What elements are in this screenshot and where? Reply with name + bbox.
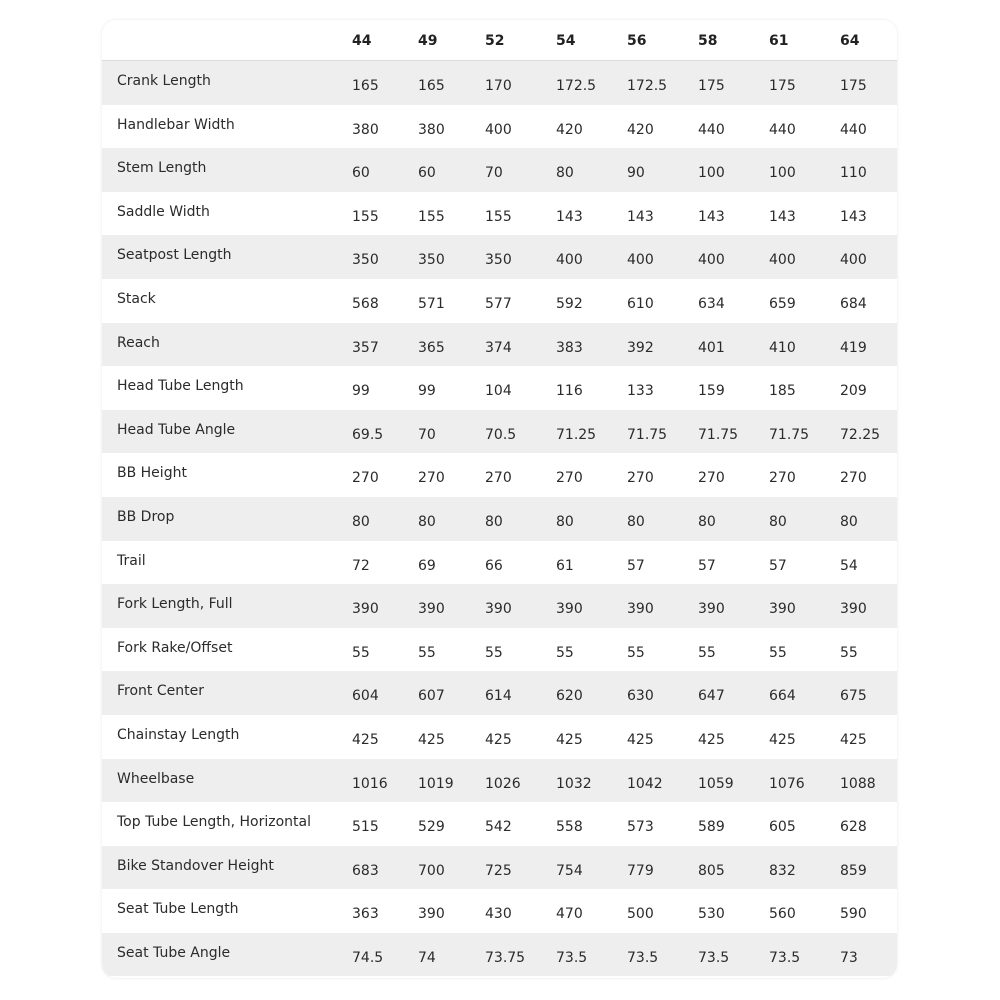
table-cell: 133 [627, 383, 654, 400]
table-body [102, 61, 897, 976]
table-cell: 70.5 [485, 426, 517, 443]
table-row [102, 889, 897, 933]
table-cell: 390 [418, 906, 445, 923]
size-header: 64 [840, 33, 860, 49]
table-cell: 390 [485, 601, 512, 618]
table-cell: 390 [840, 601, 867, 618]
table-cell: 440 [840, 121, 867, 138]
table-cell: 647 [698, 688, 725, 705]
table-cell: 630 [627, 688, 654, 705]
table-cell: 80 [556, 165, 574, 182]
table-cell: 529 [418, 819, 445, 836]
table-cell: 400 [698, 252, 725, 269]
table-cell: 155 [418, 208, 445, 225]
table-cell: 155 [485, 208, 512, 225]
table-cell: 592 [556, 295, 583, 312]
table-cell: 419 [840, 339, 867, 356]
row-label: Fork Rake/Offset [117, 639, 233, 656]
table-cell: 69 [418, 557, 436, 574]
table-cell: 659 [769, 295, 796, 312]
table-cell: 610 [627, 295, 654, 312]
table-cell: 1019 [418, 775, 454, 792]
table-cell: 270 [485, 470, 512, 487]
table-cell: 143 [698, 208, 725, 225]
table-cell: 71.25 [556, 426, 597, 443]
table-cell: 270 [769, 470, 796, 487]
table-cell: 57 [698, 557, 716, 574]
table-cell: 390 [556, 601, 583, 618]
row-label: Head Tube Length [117, 378, 244, 395]
table-cell: 71.75 [698, 426, 739, 443]
table-cell: 614 [485, 688, 512, 705]
size-header: 58 [698, 33, 718, 49]
row-label: Fork Length, Full [117, 596, 233, 613]
table-cell: 470 [556, 906, 583, 923]
table-cell: 73.75 [485, 949, 526, 966]
table-cell: 664 [769, 688, 796, 705]
table-cell: 577 [485, 295, 512, 312]
table-row [102, 497, 897, 541]
table-cell: 90 [627, 165, 645, 182]
size-header: 52 [485, 33, 505, 49]
table-cell: 73.5 [627, 949, 659, 966]
table-cell: 270 [698, 470, 725, 487]
table-cell: 55 [627, 644, 645, 661]
table-cell: 209 [840, 383, 867, 400]
table-cell: 374 [485, 339, 512, 356]
table-cell: 440 [769, 121, 796, 138]
table-cell: 573 [627, 819, 654, 836]
table-cell: 55 [840, 644, 858, 661]
table-cell: 175 [769, 78, 796, 94]
table-row [102, 192, 897, 236]
table-cell: 859 [840, 862, 867, 879]
table-cell: 400 [840, 252, 867, 269]
table-cell: 155 [352, 208, 379, 225]
table-row [102, 628, 897, 672]
table-cell: 270 [352, 470, 379, 487]
row-label: Top Tube Length, Horizontal [117, 814, 311, 831]
table-row [102, 584, 897, 628]
table-row [102, 410, 897, 454]
table-cell: 1026 [485, 775, 521, 792]
table-cell: 80 [485, 513, 503, 530]
table-cell: 805 [698, 862, 725, 879]
table-cell: 159 [698, 383, 725, 400]
table-cell: 425 [627, 731, 654, 748]
table-cell: 143 [556, 208, 583, 225]
table-cell: 73.5 [769, 949, 801, 966]
table-cell: 383 [556, 339, 583, 356]
table-cell: 390 [418, 601, 445, 618]
row-label: Handlebar Width [117, 116, 235, 133]
table-cell: 363 [352, 906, 379, 923]
table-cell: 425 [556, 731, 583, 748]
table-cell: 832 [769, 862, 796, 879]
table-cell: 425 [352, 731, 379, 748]
table-cell: 425 [418, 731, 445, 748]
row-label: Crank Length [117, 73, 211, 89]
table-cell: 425 [840, 731, 867, 748]
table-row [102, 366, 897, 410]
row-label: Head Tube Angle [117, 421, 236, 438]
table-cell: 350 [352, 252, 379, 269]
table-cell: 60 [418, 165, 436, 182]
table-cell: 425 [698, 731, 725, 748]
table-cell: 270 [627, 470, 654, 487]
row-label: Seat Tube Angle [117, 944, 231, 961]
table-cell: 725 [485, 862, 512, 879]
size-header: 49 [418, 33, 438, 49]
row-label: Wheelbase [117, 770, 195, 787]
table-cell: 390 [698, 601, 725, 618]
table-cell: 1042 [627, 775, 663, 792]
table-cell: 69.5 [352, 426, 384, 443]
table-cell: 380 [352, 121, 379, 138]
row-label: Saddle Width [117, 203, 210, 220]
table-cell: 607 [418, 688, 445, 705]
table-cell: 628 [840, 819, 867, 836]
table-cell: 143 [769, 208, 796, 225]
table-cell: 165 [418, 78, 445, 94]
table-cell: 72 [352, 557, 370, 574]
row-label: Reach [117, 334, 160, 351]
table-cell: 1032 [556, 775, 592, 792]
row-label: Chainstay Length [117, 726, 240, 743]
size-header: 56 [627, 33, 647, 49]
row-label: Seat Tube Length [117, 901, 239, 918]
table-cell: 73.5 [556, 949, 588, 966]
table-cell: 675 [840, 688, 867, 705]
table-cell: 684 [840, 295, 867, 312]
table-cell: 350 [485, 252, 512, 269]
table-cell: 410 [769, 339, 796, 356]
table-cell: 100 [769, 165, 796, 182]
table-cell: 175 [698, 78, 725, 94]
table-cell: 73.5 [698, 949, 730, 966]
row-label: Seatpost Length [117, 247, 232, 264]
table-cell: 172.5 [627, 78, 668, 94]
geometry-table [102, 20, 897, 978]
table-cell: 400 [556, 252, 583, 269]
table-cell: 110 [840, 165, 867, 182]
table-cell: 57 [769, 557, 787, 574]
table-cell: 72.25 [840, 426, 881, 443]
table-cell: 55 [769, 644, 787, 661]
table-cell: 425 [485, 731, 512, 748]
table-row [102, 671, 897, 715]
table-cell: 71.75 [627, 426, 668, 443]
table-cell: 400 [627, 252, 654, 269]
table-cell: 400 [769, 252, 796, 269]
table-cell: 80 [418, 513, 436, 530]
table-cell: 392 [627, 339, 654, 356]
table-cell: 55 [698, 644, 716, 661]
table-cell: 420 [556, 121, 583, 138]
table-cell: 57 [627, 557, 645, 574]
table-cell: 143 [840, 208, 867, 225]
table-cell: 270 [556, 470, 583, 487]
table-cell: 80 [698, 513, 716, 530]
row-label: Bike Standover Height [117, 857, 274, 874]
table-cell: 55 [352, 644, 370, 661]
table-cell: 99 [352, 383, 370, 400]
table-cell: 74 [418, 949, 436, 966]
table-cell: 70 [418, 426, 436, 443]
table-cell: 165 [352, 78, 379, 94]
table-row [102, 933, 897, 977]
table-cell: 1016 [352, 775, 388, 792]
row-label: BB Drop [117, 508, 175, 525]
table-cell: 779 [627, 862, 654, 879]
table-cell: 80 [769, 513, 787, 530]
table-cell: 589 [698, 819, 725, 836]
table-cell: 1088 [840, 775, 876, 792]
table-cell: 365 [418, 339, 445, 356]
table-cell: 170 [485, 78, 512, 94]
table-cell: 73 [840, 949, 858, 966]
table-cell: 60 [352, 165, 370, 182]
table-cell: 61 [556, 557, 574, 574]
table-cell: 380 [418, 121, 445, 138]
table-row [102, 715, 897, 759]
row-label: Trail [117, 552, 146, 569]
table-cell: 55 [485, 644, 503, 661]
row-label: BB Height [117, 465, 187, 482]
table-cell: 55 [556, 644, 574, 661]
table-cell: 400 [485, 121, 512, 138]
table-cell: 175 [840, 78, 867, 94]
size-header: 61 [769, 33, 789, 49]
table-cell: 270 [840, 470, 867, 487]
table-cell: 425 [769, 731, 796, 748]
table-cell: 401 [698, 339, 725, 356]
table-cell: 634 [698, 295, 725, 312]
table-cell: 500 [627, 906, 654, 923]
table-row [102, 802, 897, 846]
table-row [102, 323, 897, 367]
table-cell: 530 [698, 906, 725, 923]
table-cell: 1059 [698, 775, 734, 792]
table-cell: 350 [418, 252, 445, 269]
table-cell: 80 [556, 513, 574, 530]
table-cell: 700 [418, 862, 445, 879]
row-label: Stack [117, 290, 156, 307]
table-cell: 66 [485, 557, 503, 574]
table-cell: 620 [556, 688, 583, 705]
table-row [102, 235, 897, 279]
table-cell: 515 [352, 819, 379, 836]
table-cell: 70 [485, 165, 503, 182]
table-cell: 270 [418, 470, 445, 487]
table-cell: 440 [698, 121, 725, 138]
table-row [102, 453, 897, 497]
table-cell: 104 [485, 383, 512, 400]
table-cell: 100 [698, 165, 725, 182]
table-cell: 116 [556, 383, 583, 400]
table-row [102, 148, 897, 192]
table-cell: 605 [769, 819, 796, 836]
row-label: Front Center [117, 683, 204, 700]
table-cell: 560 [769, 906, 796, 923]
table-cell: 754 [556, 862, 583, 879]
table-cell: 80 [352, 513, 370, 530]
table-cell: 571 [418, 295, 445, 312]
table-cell: 390 [769, 601, 796, 618]
table-cell: 71.75 [769, 426, 810, 443]
table-cell: 143 [627, 208, 654, 225]
table-cell: 683 [352, 862, 379, 879]
table-cell: 99 [418, 383, 436, 400]
table-row [102, 759, 897, 803]
size-header: 54 [556, 33, 576, 49]
table-row [102, 61, 897, 105]
size-header: 44 [352, 33, 372, 49]
table-cell: 185 [769, 383, 796, 400]
table-row [102, 279, 897, 323]
table-cell: 1076 [769, 775, 805, 792]
table-cell: 590 [840, 906, 867, 923]
table-cell: 542 [485, 819, 512, 836]
table-row [102, 846, 897, 890]
table-cell: 604 [352, 688, 379, 705]
table-cell: 390 [352, 601, 379, 618]
table-cell: 558 [556, 819, 583, 836]
table-cell: 54 [840, 557, 858, 574]
table-cell: 172.5 [556, 78, 597, 94]
row-label: Stem Length [117, 160, 207, 177]
table-cell: 80 [840, 513, 858, 530]
table-row [102, 105, 897, 149]
table-cell: 568 [352, 295, 379, 312]
table-row [102, 541, 897, 585]
table-cell: 420 [627, 121, 654, 138]
table-cell: 74.5 [352, 949, 384, 966]
table-cell: 390 [627, 601, 654, 618]
table-cell: 55 [418, 644, 436, 661]
table-cell: 357 [352, 339, 379, 356]
table-cell: 430 [485, 906, 512, 923]
table-cell: 80 [627, 513, 645, 530]
table-header [102, 20, 897, 61]
